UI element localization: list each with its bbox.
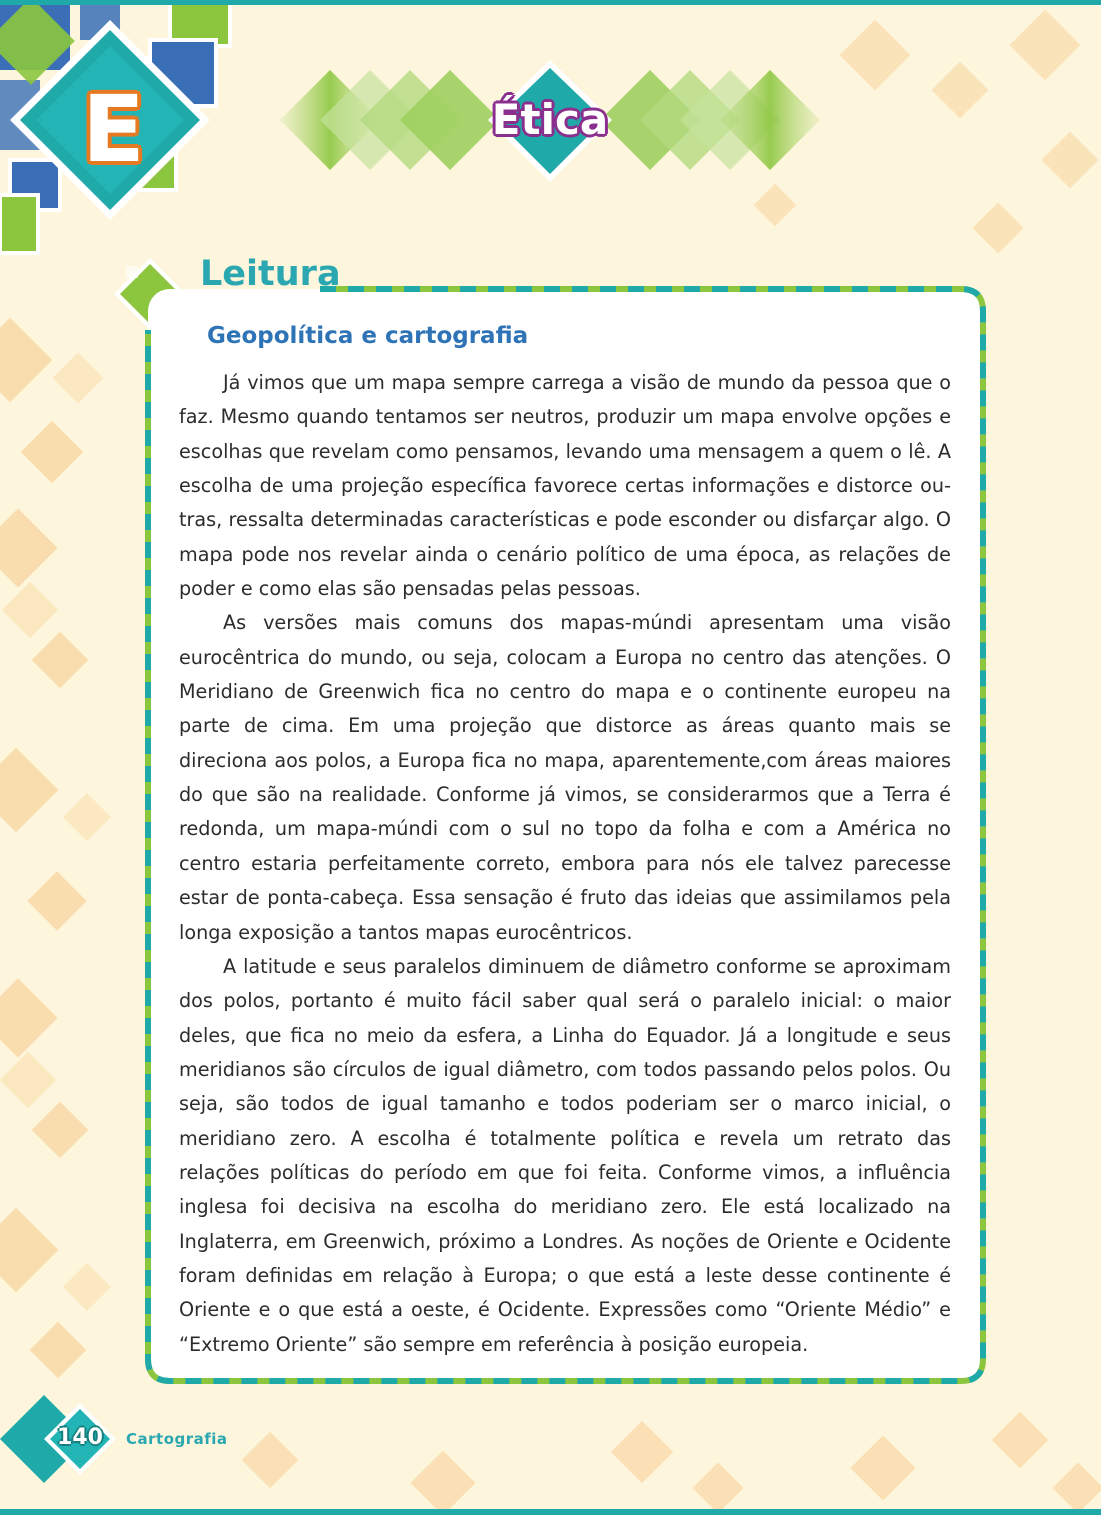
left-margin-light-diamonds [0, 353, 111, 1311]
page-number: 140 [57, 1425, 103, 1450]
reading-title: Geopolítica e cartografia [207, 323, 529, 349]
paragraph-3: A latitude e seus paralelos diminuem de diâmetro conforme se aproximam dos polos, portanto é muito fácil saber qual será o paralelo inicial: o maior deles, que fica no meio da esfera, a Linha do Equador. Já a longitude e seus meridianos são círculos de igual diâmetro, com todos passando pelos polos. Ou seja, são todos de igual tamanho e todos poderiam ser o marco inicial, o meridiano zero. A escolha é totalmente política e revela um retrato das relações políticas do período em que foi feita. Conforme vimos, a influência inglesa foi decisiva na escolha do meridiano zero. Ele está localizado na Inglaterra, em Greenwich, próximo a Londres. As noções de Oriente e Ocidente foram definidas em relação à Europa; o que está a leste desse continente é Oriente e o que está a oeste, é Ocidente. Expressões como “Oriente Médio” e “Extremo Oriente” são sempre em referência à posição europeia. [179, 954, 951, 1356]
leitura-heading: Leitura [200, 254, 341, 294]
paragraph-2: As versões mais comuns dos mapas-múndi apresentam uma visão eurocêntrica do mundo, ou seja, colocam a Europa no centro das atenções. O Meridiano de Greenwich fica no centro do mapa e o continente europeu na parte de cima. Em uma projeção que distorce as áreas quanto mais se direciona aos polos, a Europa fica no mapa, aparentemente,com áreas maiores do que são na realidade. Conforme já vimos, se considerarmos que a Terra é redonda, um mapa-múndi com o sul no topo da folha e com a América no centro estaria perfeitamente correto, embora para nós ele talvez parecesse estar de ponta-cabeça. Essa sensação é fruto das ideias que assimilamos pela longa exposição a tantos mapas eurocêntricos. [179, 611, 951, 944]
bottom-diamonds [242, 1412, 1101, 1515]
paragraph-1: Já vimos que um mapa sempre carrega a visão de mundo da pessoa que o faz. Mesmo quando tentamos ser neutros, produzir um mapa envolve opções e escolhas que revelam como pensamos, levando uma mensagem a quem o lê. A escolha de uma projeção específica favorece certas informações e distorce outras, ressalta determinadas características e pode esconder ou disfarçar algo. O mapa pode nos revelar ainda o cenário político de uma época, as relações de poder e como elas são pensadas pelas pessoas. [179, 371, 951, 601]
footer-chapter: Cartografia [126, 1430, 228, 1448]
reading-body [179, 366, 951, 1362]
section-title: Ética [491, 95, 609, 144]
top-rule [0, 0, 1101, 5]
left-margin-diamonds [0, 318, 88, 1379]
section-letter: E [82, 76, 145, 183]
bottom-rule [0, 1509, 1101, 1515]
